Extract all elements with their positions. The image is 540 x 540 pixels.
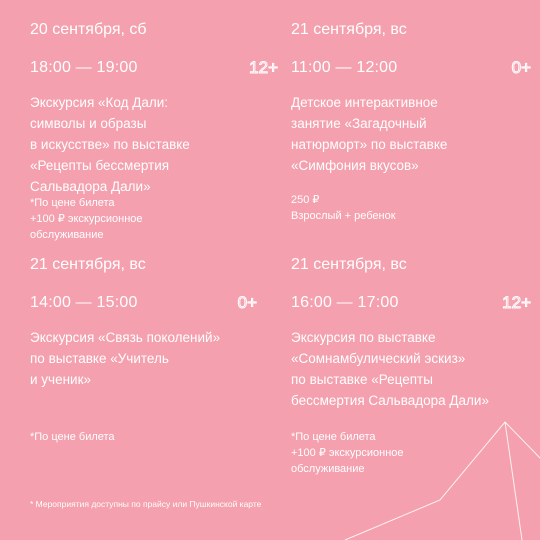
event-price-note: *По цене билета +100 ₽ экскурсионное обслуживание xyxy=(291,431,404,475)
event-date: 20 сентября, сб xyxy=(30,21,147,38)
event-title: Экскурсия «Код Дали: символы и образы в искусстве» по выставке «Рецепты бессмертия Сальвадора Дали» xyxy=(30,95,190,194)
event-time-row xyxy=(30,56,278,80)
event-title: Экскурсия по выставке «Сомнамбулический эскиз» по выставке «Рецепты бессмертия Сальвадора Дали» xyxy=(291,330,489,408)
age-rating-badge: 0+ xyxy=(511,58,531,77)
age-rating-badge: 12+ xyxy=(502,293,531,312)
event-card-4 xyxy=(291,253,531,475)
event-date: 21 сентября, вс xyxy=(291,256,407,273)
event-time-row xyxy=(30,291,260,315)
event-card-1 xyxy=(30,18,278,241)
event-card-3 xyxy=(30,253,260,443)
event-time: 18:00 — 19:00 xyxy=(30,59,138,76)
event-date: 21 сентября, вс xyxy=(291,21,407,38)
event-price-note: *По цене билета +100 ₽ экскурсионное обслуживание xyxy=(30,197,143,241)
event-date: 21 сентября, вс xyxy=(30,256,146,273)
event-title: Экскурсия «Связь поколений» по выставке «Учитель и ученик» xyxy=(30,330,221,387)
event-card-2 xyxy=(291,18,531,222)
event-time: 14:00 — 15:00 xyxy=(30,294,138,311)
event-time: 16:00 — 17:00 xyxy=(291,294,399,311)
event-time-row xyxy=(291,291,531,315)
age-rating-badge: 12+ xyxy=(249,58,278,77)
age-rating-badge: 0+ xyxy=(237,293,257,312)
event-title: Детское интерактивное занятие «Загадочный натюрморт» по выставке «Симфония вкусов» xyxy=(291,95,448,173)
event-time: 11:00 — 12:00 xyxy=(291,59,398,76)
event-price-note: 250 ₽ Взрослый + ребенок xyxy=(291,194,396,222)
event-time-row xyxy=(291,56,531,80)
footer-note: * Мероприятия доступны по прайсу или Пушкинской карте xyxy=(30,499,262,509)
event-price-note: *По цене билета xyxy=(30,431,115,443)
